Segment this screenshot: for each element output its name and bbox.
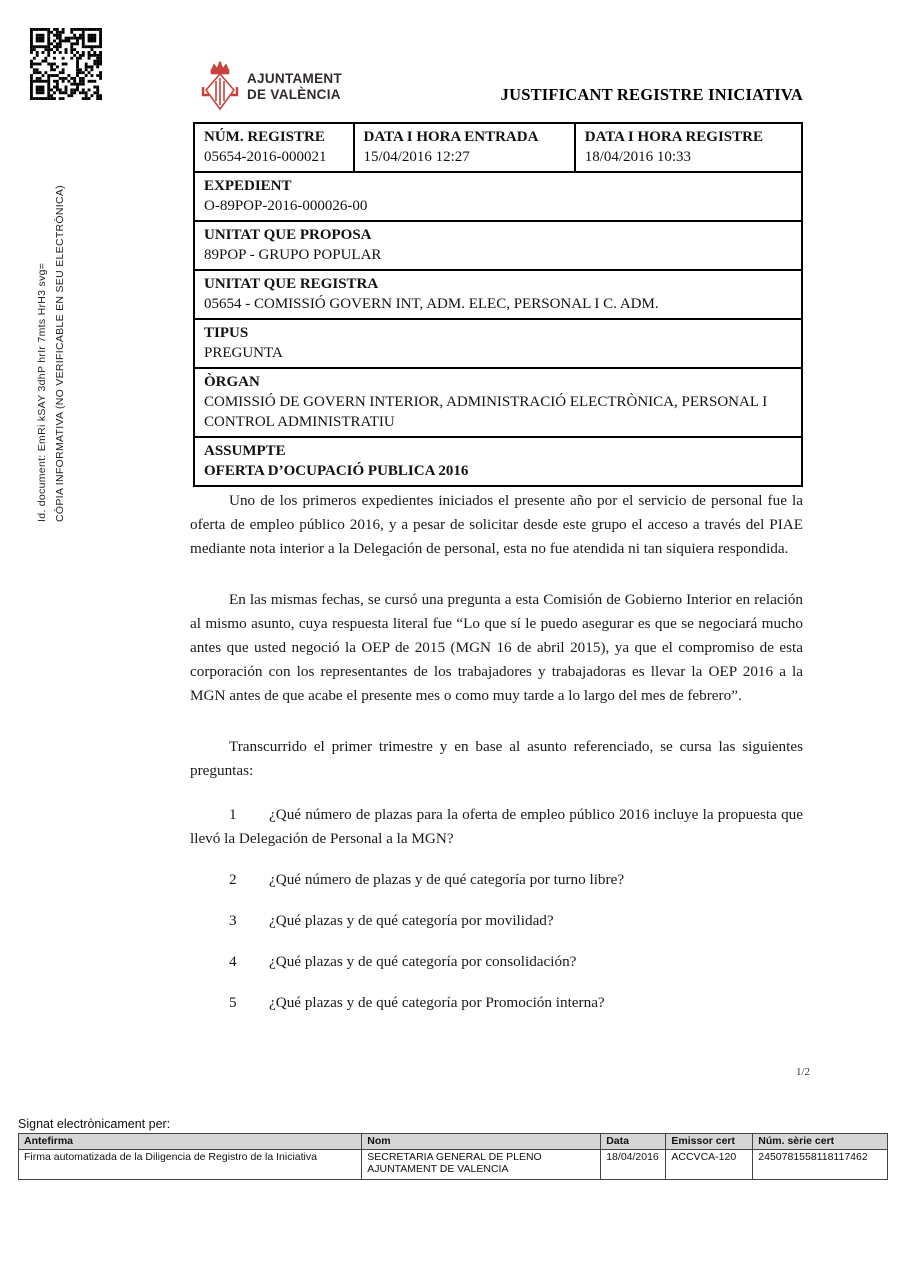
question-5-number: 5 — [229, 994, 237, 1011]
num-registre-label: NÚM. REGISTRE — [204, 129, 325, 145]
question-3 — [190, 909, 803, 933]
assumpte-value: OFERTA D’OCUPACIÓ PUBLICA 2016 — [204, 463, 469, 479]
question-1 — [190, 803, 803, 851]
row-tipus — [195, 318, 801, 367]
header-data: Data — [601, 1134, 666, 1150]
question-1-text: ¿Qué número de plazas para la oferta de empleo público 2016 incluye la propuesta que llevó la Delegación de Personal a la MGN? — [190, 806, 803, 847]
row-unitat-registra — [195, 269, 801, 318]
question-5-text: ¿Qué plazas y de qué categoría por Promoción interna? — [269, 994, 605, 1011]
cell-data: 18/04/2016 — [601, 1149, 666, 1179]
header-num-serie-cert: Núm. sèrie cert — [753, 1134, 888, 1150]
header-nom: Nom — [362, 1134, 601, 1150]
question-5 — [190, 991, 803, 1015]
document-body — [190, 489, 803, 1032]
question-3-text: ¿Qué plazas y de qué categoría por movilidad? — [269, 912, 554, 929]
unitat-registra-label: UNITAT QUE REGISTRA — [204, 276, 379, 292]
valencia-coat-of-arms-icon — [199, 61, 241, 112]
signature-table — [18, 1133, 888, 1180]
cell-nom — [362, 1149, 601, 1179]
register-table-row-top — [195, 124, 801, 171]
signature-header-row — [19, 1134, 888, 1150]
num-registre-value: 05654-2016-000021 — [204, 149, 327, 165]
data-entrada-value: 15/04/2016 12:27 — [363, 149, 470, 165]
unitat-proposa-value: 89POP - GRUPO POPULAR — [204, 247, 382, 263]
question-2-text: ¿Qué número de plazas y de qué categoría por turno libre? — [269, 871, 625, 888]
paragraph-2: En las mismas fechas, se cursó una pregunta a esta Comisión de Gobierno Interior en relación al mismo asunto, cuya respuesta literal fue “Lo que sí le puedo asegurar es que se negociará mucho antes que usted negoció la OEP de 2015 (MGN 16 de abril 2015), ya que el compromiso de esta corporación con los representantes de los trabajadores y trabajadoras es llevar la OEP 2016 a la MGN antes de que acabe el presente mes o como muy tarde a lo largo del mes de febrero”. — [190, 591, 803, 704]
side-note-informative-copy: CÒPIA INFORMATIVA (NO VERIFICABLE EN SEU ELECTRÒNICA) — [54, 185, 66, 522]
expedient-value: O-89POP-2016-000026-00 — [204, 198, 368, 214]
register-table — [193, 122, 803, 487]
page-number: 1/2 — [795, 1066, 810, 1078]
signed-by-label: Signat electrònicament per: — [18, 1117, 171, 1131]
question-4-number: 4 — [229, 953, 237, 970]
cell-data-entrada — [353, 124, 574, 171]
tipus-value: PREGUNTA — [204, 345, 283, 361]
data-entrada-label: DATA I HORA ENTRADA — [363, 129, 539, 145]
organ-label: ÒRGAN — [204, 374, 260, 390]
paragraph-1: Uno de los primeros expedientes iniciados el presente año por el servicio de personal fue la oferta de empleo público 2016, y a pesar de solicitar desde este grupo el acceso a través del PIAE mediante nota interior a la Delegación de personal, esta no fue atendida ni tan siquiera respondida. — [190, 492, 803, 557]
qr-code-icon — [30, 28, 102, 100]
unitat-registra-value: 05654 - COMISSIÓ GOVERN INT, ADM. ELEC, PERSONAL I C. ADM. — [204, 296, 659, 312]
cell-emissor-cert: ACCVCA-120 — [666, 1149, 753, 1179]
cell-data-registre — [574, 124, 801, 171]
unitat-proposa-label: UNITAT QUE PROPOSA — [204, 227, 372, 243]
data-registre-label: DATA I HORA REGISTRE — [584, 129, 763, 145]
side-note-document-id: Id. document: EmRi kSAY 3dhP hrIr 7mts HrH3 svg= — [36, 262, 48, 522]
assumpte-label: ASSUMPTE — [204, 443, 286, 459]
question-2 — [190, 868, 803, 892]
data-registre-value: 18/04/2016 10:33 — [584, 149, 691, 165]
row-assumpte — [195, 436, 801, 485]
question-1-number: 1 — [229, 806, 237, 823]
header-emissor-cert: Emissor cert — [666, 1134, 753, 1150]
header-antefirma: Antefirma — [19, 1134, 362, 1150]
org-name-line2: DE VALÈNCIA — [247, 87, 341, 102]
question-3-number: 3 — [229, 912, 237, 929]
signature-footer — [18, 1117, 888, 1180]
tipus-label: TIPUS — [204, 325, 249, 341]
org-name — [247, 71, 342, 103]
question-4-text: ¿Qué plazas y de qué categoría por consolidación? — [269, 953, 577, 970]
cell-nom-line2: AJUNTAMENT DE VALENCIA — [367, 1163, 509, 1175]
organ-value: COMISSIÓ DE GOVERN INTERIOR, ADMINISTRACIÓ ELECTRÒNICA, PERSONAL I CONTROL ADMINISTRATIU — [204, 394, 768, 430]
cell-num-registre — [195, 124, 353, 171]
cell-antefirma: Firma automatizada de la Diligencia de Registro de la Iniciativa — [19, 1149, 362, 1179]
org-name-line1: AJUNTAMENT — [247, 71, 342, 86]
expedient-label: EXPEDIENT — [204, 178, 292, 194]
row-unitat-proposa — [195, 220, 801, 269]
cell-nom-line1: SECRETARIA GENERAL DE PLENO — [367, 1150, 542, 1163]
signature-data-row — [19, 1149, 888, 1179]
paragraph-3: Transcurrido el primer trimestre y en base al asunto referenciado, se cursa las siguientes preguntas: — [190, 738, 803, 779]
row-organ — [195, 367, 801, 436]
page-title: JUSTIFICANT REGISTRE INICIATIVA — [500, 85, 803, 104]
question-2-number: 2 — [229, 871, 237, 888]
question-4 — [190, 950, 803, 974]
cell-num-serie-cert: 2450781558118117462 — [753, 1149, 888, 1179]
row-expedient — [195, 171, 801, 220]
